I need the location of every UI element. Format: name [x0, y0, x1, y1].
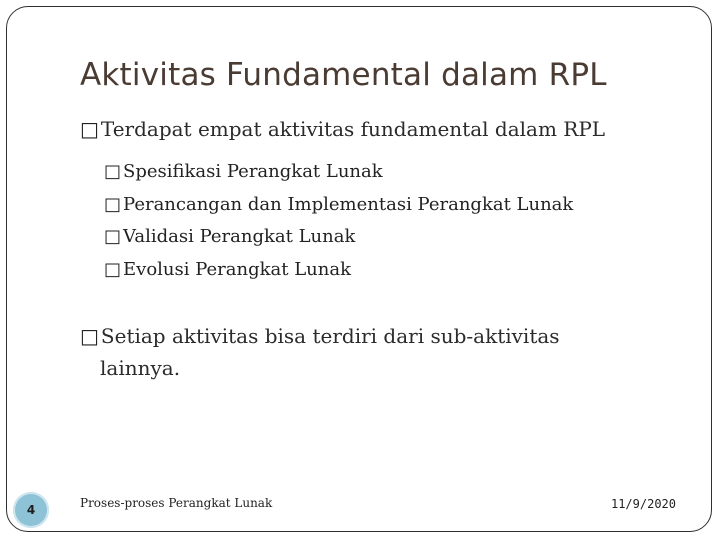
- bullet-square-icon: □: [104, 258, 122, 280]
- sub-bullet-item: [104, 191, 664, 224]
- sub-bullet-item: [104, 158, 664, 191]
- bullet-text: Terdapat empat aktivitas fundamental dalam RPL: [100, 117, 606, 141]
- bullet-square-icon: □: [104, 226, 122, 247]
- bullet-text-line2: lainnya.: [100, 356, 181, 380]
- sub-bullet-item: [104, 223, 664, 256]
- page-number: 4: [26, 503, 36, 517]
- sub-bullet-text: Validasi Perangkat Lunak: [123, 226, 356, 247]
- sub-bullet-text: Perancangan dan Implementasi Perangkat Lunak: [123, 193, 574, 215]
- sub-bullet-item: [104, 256, 664, 289]
- footer-title: Proses-proses Perangkat Lunak: [80, 496, 273, 510]
- slide-title: Aktivitas Fundamental dalam RPL: [80, 57, 607, 93]
- bullet-item-2: [80, 320, 640, 384]
- bullet-square-icon: □: [104, 161, 122, 182]
- sub-bullet-list: [104, 158, 664, 288]
- bullet-text-line1: Setiap aktivitas bisa terdiri dari sub-aktivitas: [100, 324, 560, 348]
- bullet-item-1: [80, 117, 700, 141]
- page-number-badge: [13, 492, 49, 528]
- bullet-square-icon: □: [104, 193, 122, 215]
- sub-bullet-text: Spesifikasi Perangkat Lunak: [123, 161, 383, 182]
- bullet-square-icon: □: [80, 117, 99, 141]
- footer-date: 11/9/2020: [610, 497, 676, 511]
- sub-bullet-text: Evolusi Perangkat Lunak: [123, 258, 352, 280]
- bullet-square-icon: □: [80, 324, 99, 348]
